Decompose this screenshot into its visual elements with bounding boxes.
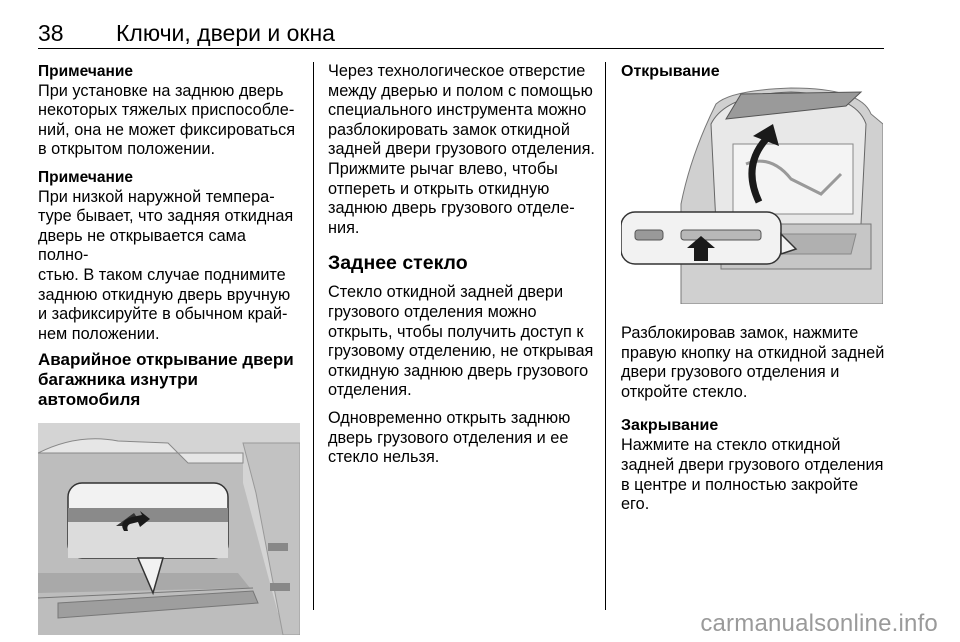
- paragraph-line: разблокировать замок откидной: [328, 120, 570, 139]
- note-title: Примечание: [38, 168, 133, 186]
- section-heading: багажника изнутри автомобиля: [38, 370, 198, 410]
- paragraph-line: грузовому отделению, не открывая: [328, 342, 594, 361]
- section-heading: Аварийное открывание двери: [38, 350, 294, 370]
- paragraph-line: специального инструмента можно: [328, 101, 587, 120]
- paragraph-line: Одновременно открыть заднюю: [328, 408, 571, 427]
- note-line: ний, она не может фиксироваться: [38, 120, 296, 139]
- watermark: carmanualsonline.info: [700, 610, 938, 637]
- page-title: Ключи, двери и окна: [116, 20, 335, 46]
- note-line: стью. В таком случае поднимите: [38, 265, 286, 284]
- paragraph-line: Прижмите рычаг влево, чтобы: [328, 159, 558, 178]
- subheading-close: Закрывание: [621, 417, 719, 435]
- page-number: 38: [38, 20, 64, 46]
- paragraph-line: между дверью и полом с помощью: [328, 81, 593, 100]
- paragraph-line: грузового отделения можно: [328, 302, 537, 321]
- column-left: [38, 62, 300, 635]
- subheading-open: Открывание: [621, 63, 720, 80]
- note-line: в открытом положении.: [38, 140, 215, 159]
- note-title: Примечание: [38, 63, 133, 80]
- paragraph-line: открыть, чтобы получить доступ к: [328, 322, 584, 341]
- note-line: и зафиксируйте в обычном край-: [38, 305, 288, 324]
- page-header: [38, 8, 884, 49]
- paragraph-line: Стекло откидной задней двери: [328, 283, 564, 302]
- paragraph-line: ния.: [328, 218, 360, 237]
- column-divider-1: [313, 62, 314, 610]
- note-line: некоторых тяжелых приспособле-: [38, 101, 295, 120]
- paragraph-line: откройте стекло.: [621, 382, 748, 401]
- note-line: нем положении.: [38, 324, 160, 343]
- note-line: дверь не открывается сама полно-: [38, 226, 246, 265]
- section-heading: Заднее стекло: [328, 252, 468, 275]
- tailgate-interior-illustration: [38, 423, 300, 635]
- paragraph-line: Разблокировав замок, нажмите: [621, 324, 859, 342]
- paragraph-line: правую кнопку на откидной задней: [621, 343, 885, 362]
- paragraph-line: отпереть и открыть откидную: [328, 179, 550, 198]
- paragraph-line: Через технологическое отверстие: [328, 62, 586, 80]
- paragraph-line: Нажмите на стекло откидной: [621, 436, 841, 455]
- paragraph-line: откидную заднюю дверь грузового: [328, 361, 589, 380]
- note-line: туре бывает, что задняя откидная: [38, 207, 294, 226]
- note-line: заднюю откидную дверь вручную: [38, 285, 291, 304]
- paragraph-line: дверь грузового отделения и ее: [328, 428, 569, 447]
- column-divider-2: [605, 62, 606, 610]
- paragraph-line: заднюю дверь грузового отделе-: [328, 199, 575, 218]
- note-line: При установке на заднюю дверь: [38, 81, 284, 100]
- paragraph-line: двери грузового отделения и: [621, 363, 840, 382]
- paragraph-line: стекло нельзя.: [328, 448, 440, 467]
- paragraph-line: задней двери грузового отделения: [621, 455, 884, 474]
- rear-window-illustration: [621, 84, 883, 304]
- paragraph-line: в центре и полностью закройте его.: [621, 475, 859, 514]
- column-middle: [328, 62, 598, 468]
- column-right: [621, 62, 887, 515]
- paragraph-line: задней двери грузового отделения.: [328, 140, 595, 159]
- note-line: При низкой наружной темпера-: [38, 187, 275, 206]
- paragraph-line: отделения.: [328, 381, 412, 400]
